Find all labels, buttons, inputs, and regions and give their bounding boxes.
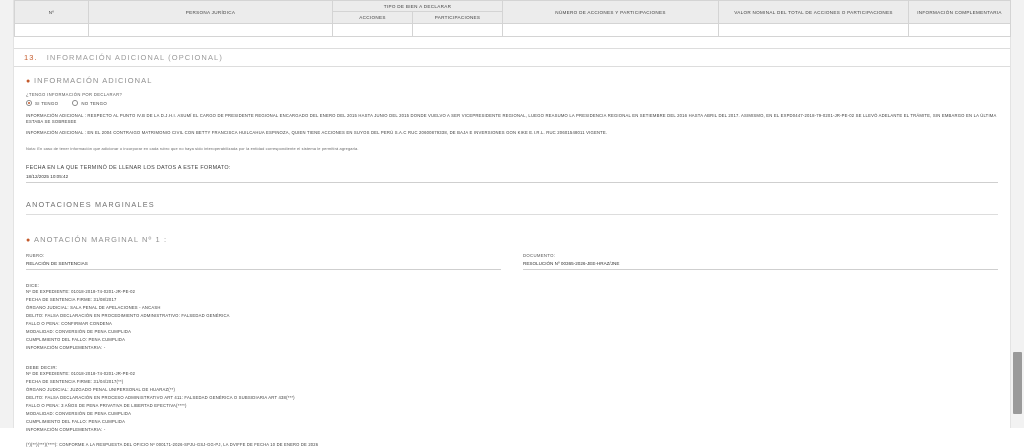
section-header <box>14 48 1010 67</box>
bullet-icon: ● <box>26 236 32 244</box>
documento-label: DOCUMENTO: <box>523 252 556 258</box>
debe-decir-line: Nº DE EXPEDIENTE: 01018-2018-74-0201-JR-PE-02 <box>26 371 136 377</box>
col-info-complementaria: INFORMACIÓN COMPLEMENTARIA <box>909 1 1011 24</box>
info-note: Nota: En caso de tener información que adicionar o incorporar en cada rubro que no haya sido interoperabilizada por la entidad correspondiente el sistema le permitirá agregarla. <box>26 145 359 151</box>
debe-decir-line: CUMPLIMIENTO DEL FALLO: PENA CUMPLIDA <box>26 419 126 425</box>
col-tipo-bien: TIPO DE BIEN A DECLARAR <box>333 1 503 12</box>
radio-no-tengo-label: NO TENGO <box>81 100 108 106</box>
col-participaciones: PARTICIPACIONES <box>413 12 503 24</box>
dice-line: CUMPLIMIENTO DEL FALLO: PENA CUMPLIDA <box>26 337 126 343</box>
anotacion-fields <box>26 253 998 270</box>
dice-line: Nº DE EXPEDIENTE: 01018-2018-74-0201-JR-PE-02 <box>26 289 136 295</box>
section-title: INFORMACIÓN ADICIONAL (OPCIONAL) <box>46 53 223 62</box>
dice-group <box>26 283 998 352</box>
rubro-label: RUBRO: <box>26 252 45 258</box>
radio-selected-icon[interactable] <box>26 100 32 106</box>
debe-decir-line: INFORMACIÓN COMPLEMENTARIA: - <box>26 427 106 433</box>
radio-no-tengo[interactable] <box>72 100 107 106</box>
table-header-row-top <box>15 1 1011 12</box>
info-paragraph-1: INFORMACIÓN ADICIONAL : RESPECTO AL PUNTO IV.B DE LA D.J.H.I. ASUMÍ EL CARGO DE PRESIDENTE REGIONAL ENCARGADO DEL ENERO DEL 2015 HASTA JUNIO DEL 2015 DONDE VUELVO A SER VICEPRESIDENTE REGIONAL, LUEGO REASUMO LA PRESIDENCIA REGIONAL EN SETIEMBRE DEL 2016 HASTA ABRIL DEL 2017. ASIMISMO, EN EL EXPD0447-2018-79-0201-JR-PE-02 SE LLEVÓ ADELANTE EL TRÁMITE, SIN EMBARGO EN LA ÚLTIMA ESTABA SE SOBRESEE <box>26 113 997 125</box>
documento-value: RESOLUCIÓN Nº 00365-2026-JEE-HRAZ/JNE <box>523 261 998 270</box>
declaration-question: ¿TENGO INFORMACIÓN POR DECLARAR? <box>26 92 123 97</box>
cell-acciones <box>333 24 413 37</box>
dice-line: MODALIDAD: CONVERSIÓN DE PENA CUMPLIDA <box>26 329 132 335</box>
fecha-value: 18/12/2025 10:05:42 <box>26 174 998 183</box>
cell-valor-nominal <box>719 24 909 37</box>
fecha-label: FECHA EN LA QUE TERMINÓ DE LLENAR LOS DATOS A ESTE FORMATO: <box>26 164 231 171</box>
debe-decir-line: FALLO O PENA: 3 AÑOS DE PENA PRIVATIVA DE LIBERTAD EFECTIVA(****) <box>26 403 187 409</box>
anotaciones-header: ANOTACIONES MARGINALES <box>26 196 998 215</box>
debe-decir-title: DEBE DECIR: <box>26 364 58 370</box>
rubro-value: RELACIÓN DE SENTENCIAS <box>26 261 501 270</box>
field-rubro <box>26 253 501 270</box>
left-margin-strip <box>0 0 14 428</box>
debe-decir-line: DELITO: FALSA DECLARACIÓN EN PROCESO ADMINISTRATIVO ART 411: FALSEDAD GENÉRICA O SUBSIDIARIA ART 438(***) <box>26 395 295 401</box>
col-numero-acciones: NÚMERO DE ACCIONES Y PARTICIPACIONES <box>503 1 719 24</box>
debe-decir-line: FECHA DE SENTENCIA FIRME: 31/04/2017(**) <box>26 379 124 385</box>
info-adicional-subtitle-row <box>26 76 998 85</box>
info-adicional-subtitle: INFORMACIÓN ADICIONAL <box>34 76 153 85</box>
bullet-icon: ● <box>26 78 32 85</box>
radio-si-tengo[interactable] <box>26 100 58 106</box>
debe-decir-line: ÓRGANO JUDICIAL: JUZGADO PENAL UNIPERSONAL DE HUARAZ(**) <box>26 387 176 393</box>
radio-unselected-icon[interactable] <box>72 100 78 106</box>
anotacion-title-row <box>26 235 998 244</box>
col-numero: Nº <box>15 1 89 24</box>
table-row <box>15 24 1011 37</box>
debe-decir-group <box>26 365 998 434</box>
cell-numero-acciones <box>503 24 719 37</box>
document-content <box>14 0 1010 447</box>
section-number: 13. <box>24 53 38 62</box>
anotacion-title: ANOTACIÓN MARGINAL Nº 1 : <box>34 234 168 244</box>
dice-line: DELITO: FALSA DECLARACIÓN EN PROCEDIMIENTO ADMINISTRATIVO: FALSEDAD GENÉRICA <box>26 313 230 319</box>
cell-participaciones <box>413 24 503 37</box>
info-paragraph-2: INFORMACIÓN ADICIONAL : EN EL 2004 CONTRAIGO MATRIMONIO CIVIL CON BETTY FRANCISCA HUILCAHUA ESPINOZA, QUIEN TIENE ACCIONES EN SUYOS DEL PERÚ S.A.C RUC 20600879338, DE BAJA E INVERSIONES GON KIKE E.I.R.L. RUC 20601548011 VIGENTE. <box>26 129 608 135</box>
info-adicional-block <box>14 76 1010 447</box>
radio-si-tengo-label: SI TENGO <box>35 100 59 106</box>
scrollbar-thumb[interactable] <box>1013 352 1022 414</box>
right-scrollbar-track[interactable] <box>1010 0 1024 428</box>
debe-decir-line: MODALIDAD: CONVERSIÓN DE PENA CUMPLIDA <box>26 411 132 417</box>
dice-line: FECHA DE SENTENCIA FIRME: 31/08/2017 <box>26 297 117 303</box>
dice-title: DICE: <box>26 282 40 288</box>
dice-line: FALLO O PENA: CONFIRMAR CONDENA <box>26 321 113 327</box>
anotacion-foot-note: (*)(**)(***)(****): CONFORME A LA RESPUESTA DEL OFICIO Nº 000171-2026-SPJU-GSJ-GG-PJ, LA DVIFFE DE FECHA 10 DE ENERO DE 2026 <box>26 441 319 447</box>
field-documento <box>523 253 998 270</box>
col-valor-nominal: VALOR NOMINAL DEL TOTAL DE ACCIONES O PARTICIPACIONES <box>719 1 909 24</box>
col-acciones: ACCIONES <box>333 12 413 24</box>
cell-persona-juridica <box>89 24 333 37</box>
declaration-radio-group[interactable] <box>26 100 998 106</box>
bienes-table <box>14 0 1011 37</box>
col-persona-juridica: PERSONA JURÍDICA <box>89 1 333 24</box>
dice-line: ÓRGANO JUDICIAL: SALA PENAL DE APELACIONES - ANCASH <box>26 305 161 311</box>
dice-line: INFORMACIÓN COMPLEMENTARIA: - <box>26 345 106 351</box>
cell-info-complementaria <box>909 24 1011 37</box>
cell-numero <box>15 24 89 37</box>
